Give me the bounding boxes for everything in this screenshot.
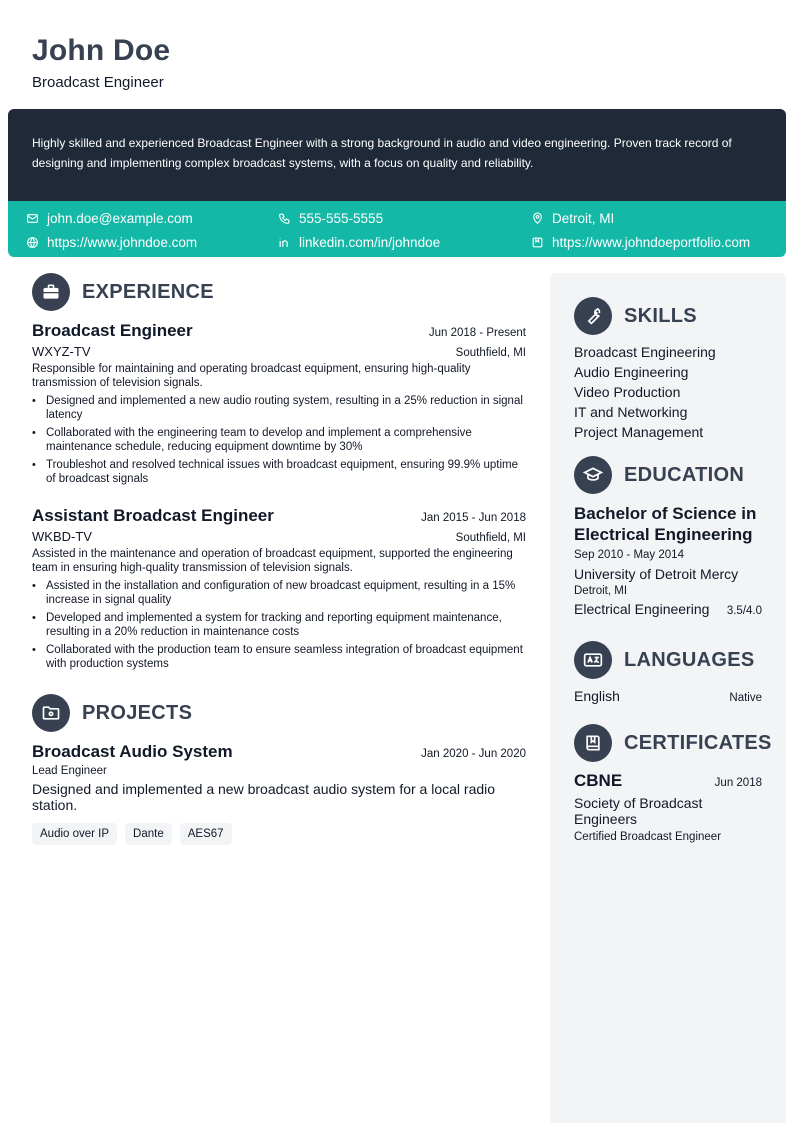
contact-linkedin[interactable]	[278, 233, 440, 251]
job-bullet: • Developed and implemented a system for tracking and reporting equipment maintenance, resulting in a 20% reduction in maintenance costs	[32, 611, 526, 639]
resume-header	[32, 34, 170, 91]
languages-heading	[574, 641, 754, 679]
education-school: University of Detroit Mercy	[574, 566, 739, 582]
job-bullet: • Collaborated with the engineering team to develop and implement a comprehensive maintenance schedule, reducing equipment downtime by 30%	[32, 426, 526, 454]
map-pin-icon	[531, 212, 544, 225]
wrench-icon	[574, 297, 612, 335]
project-title: Broadcast Audio System	[32, 742, 233, 761]
certificate-book-icon	[574, 724, 612, 762]
skills-title: SKILLS	[624, 304, 697, 327]
contact-website[interactable]	[26, 233, 197, 251]
contact-location-text: Detroit, MI	[552, 210, 615, 226]
summary-text: Highly skilled and experienced Broadcast Engineer with a strong background in audio and video engineering. Proven track record of designing and implementing complex broadcast systems, with a focus on quality and reliability.	[32, 136, 732, 170]
job-description: Assisted in the maintenance and operation of broadcast equipment, supported the engineering team in ensuring high-quality transmission of television signals.	[32, 548, 513, 574]
briefcase-icon	[32, 273, 70, 311]
skill-item: Audio Engineering	[574, 364, 689, 380]
job-title: Broadcast Engineer	[32, 321, 193, 340]
phone-icon	[278, 212, 291, 225]
contact-portfolio[interactable]	[531, 233, 750, 251]
contact-phone[interactable]	[278, 209, 383, 227]
skill-item: IT and Networking	[574, 404, 688, 420]
job-description: Responsible for maintaining and operating broadcast equipment, ensuring high-quality transmission of television signals.	[32, 363, 471, 389]
globe-icon	[26, 236, 39, 249]
project-tags	[32, 823, 526, 845]
job-bullet: • Collaborated with the production team to ensure seamless integration of broadcast equipment with production systems	[32, 643, 526, 671]
projects-title: PROJECTS	[82, 701, 193, 724]
job-entry	[32, 506, 526, 675]
certificates-title: CERTIFICATES	[624, 731, 772, 754]
language-level: Native	[729, 692, 762, 704]
language-name: English	[574, 688, 620, 704]
job-location: Southfield, MI	[455, 532, 526, 544]
candidate-name: John Doe	[32, 34, 171, 67]
job-dates: Jan 2015 - Jun 2018	[421, 512, 526, 524]
job-company: WXYZ-TV	[32, 344, 91, 359]
job-location: Southfield, MI	[455, 347, 526, 359]
contact-email[interactable]	[26, 209, 193, 227]
education-heading	[574, 456, 744, 494]
certificate-issuer: Society of Broadcast Engineers	[574, 795, 703, 827]
project-tag: Dante	[125, 823, 172, 845]
language-entry	[574, 688, 762, 704]
mail-icon	[26, 212, 39, 225]
education-gpa: 3.5/4.0	[726, 605, 762, 617]
project-dates: Jan 2020 - Jun 2020	[421, 748, 526, 760]
languages-title: LANGUAGES	[624, 648, 755, 671]
education-location: Detroit, MI	[574, 585, 628, 597]
contact-phone-text: 555-555-5555	[299, 210, 384, 226]
project-description: Designed and implemented a new broadcast audio system for a local radio station.	[32, 781, 496, 813]
contact-website-text: https://www.johndoe.com	[47, 234, 198, 250]
certificate-date: Jun 2018	[714, 777, 762, 789]
projects-heading	[32, 694, 192, 732]
experience-heading	[32, 273, 214, 311]
skill-item: Broadcast Engineering	[574, 344, 716, 360]
job-title: Assistant Broadcast Engineer	[32, 506, 274, 525]
education-entry	[574, 503, 762, 617]
experience-title: EXPERIENCE	[82, 280, 214, 303]
project-entry	[32, 742, 526, 845]
contact-email-text: john.doe@example.com	[47, 210, 193, 226]
skills-heading	[574, 297, 697, 335]
project-tag: Audio over IP	[32, 823, 117, 845]
linkedin-icon	[278, 236, 291, 249]
job-bullet: • Assisted in the installation and configuration of new broadcast equipment, resulting in a 15% increase in signal quality	[32, 579, 526, 607]
certificates-heading	[574, 724, 772, 762]
job-company: WKBD-TV	[32, 529, 92, 544]
project-tag: AES67	[180, 823, 232, 845]
job-bullet: • Troubleshot and resolved technical issues with broadcast equipment, ensuring 99.9% uptime of broadcast signals	[32, 458, 526, 486]
summary-panel	[8, 109, 786, 201]
contact-bar	[8, 201, 786, 257]
education-degree: Bachelor of Science in Electrical Engineering	[574, 504, 757, 544]
certificate-full-name: Certified Broadcast Engineer	[574, 831, 722, 843]
skill-item: Project Management	[574, 424, 704, 440]
contact-linkedin-text: linkedin.com/in/johndoe	[299, 234, 441, 250]
portfolio-icon	[531, 236, 544, 249]
candidate-title: Broadcast Engineer	[32, 74, 164, 91]
translate-icon	[574, 641, 612, 679]
graduation-cap-icon	[574, 456, 612, 494]
project-role: Lead Engineer	[32, 765, 107, 777]
education-dates: Sep 2010 - May 2014	[574, 549, 684, 561]
certificate-name: CBNE	[574, 771, 623, 790]
job-dates: Jun 2018 - Present	[428, 327, 526, 339]
certificate-entry	[574, 771, 762, 843]
folder-icon	[32, 694, 70, 732]
contact-portfolio-text: https://www.johndoeportfolio.com	[552, 234, 751, 250]
education-title: EDUCATION	[624, 463, 745, 486]
skills-list	[574, 342, 762, 442]
contact-location	[531, 209, 614, 227]
job-bullet: • Designed and implemented a new audio routing system, resulting in a 25% reduction in signal latency	[32, 394, 526, 422]
job-entry	[32, 321, 526, 490]
education-field: Electrical Engineering	[574, 601, 710, 617]
skill-item: Video Production	[574, 384, 681, 400]
